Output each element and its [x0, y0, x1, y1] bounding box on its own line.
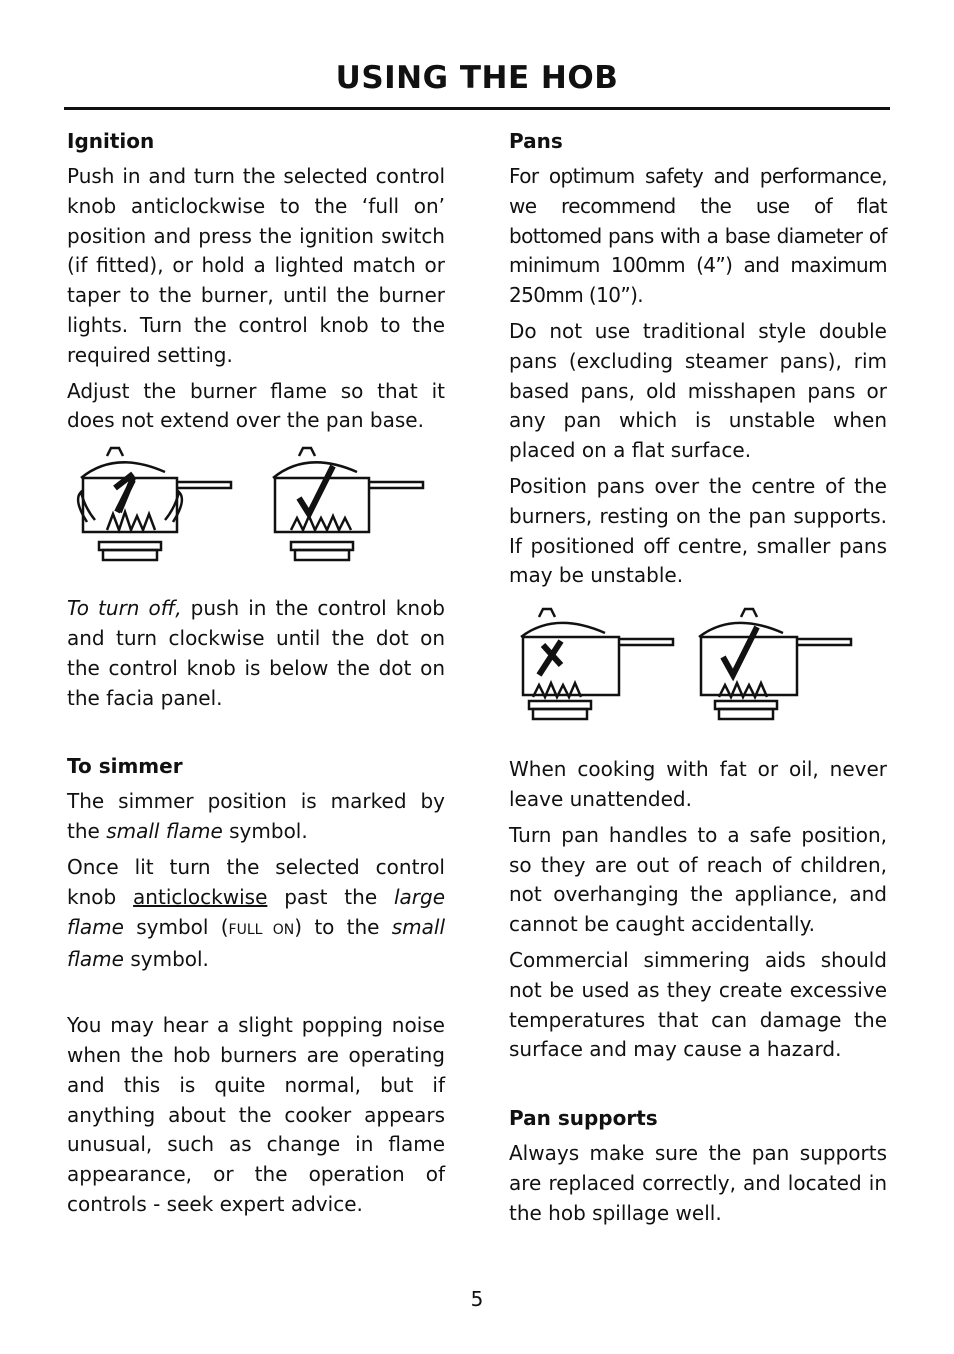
title-rule	[64, 107, 890, 110]
simmer-p2-a: Once lit turn the selected control knob	[67, 854, 445, 909]
simmer-p1-em: small flame	[106, 819, 223, 844]
ignition-paragraph-1: Push in and turn the selected control knob anticlockwise to the ‘full on’ position and press the ignition switch (if fitted), or hold a lighted match or taper to the burner, until the burner lights. Turn the control knob to the required setting.	[67, 164, 445, 367]
page-number: 5	[470, 1287, 484, 1311]
pan-supports-heading: Pan supports	[509, 1106, 658, 1131]
pans-paragraph-6: Commercial simmering aids should not be used as they create excessive temperatures that can damage the surface and may cause a hazard.	[509, 947, 887, 1062]
pans-paragraph-4: When cooking with fat or oil, never leave unattended.	[509, 757, 887, 811]
right-column	[509, 126, 887, 1235]
pans-paragraph-3: Position pans over the centre of the burners, resting on the pan supports. If positioned off centre, smaller pans may be unstable.	[509, 473, 887, 588]
turn-off-emphasis: To turn off,	[67, 596, 182, 621]
pan-centred-icon	[699, 609, 851, 719]
pans-paragraph-5: Turn pan handles to a safe position, so they are out of reach of children, not overhanging the appliance, and cannot be caught accidentally.	[509, 822, 887, 937]
simmer-p2-e: symbol.	[123, 947, 209, 972]
ignition-heading: Ignition	[67, 129, 155, 153]
pan-off-centre-icon	[521, 609, 673, 719]
simmer-p2-em1: large flame	[67, 884, 446, 939]
ignition-paragraph-2: Adjust the burner flame so that it does not extend over the pan base.	[67, 378, 445, 433]
simmer-paragraph-3: You may hear a slight popping noise when the hob burners are operating and this is quite normal, but if anything about the cooker appears unusual, such as change in flame appearance, or the operation of controls - seek expert advice.	[67, 1013, 445, 1216]
page-title: USING THE HOB	[335, 60, 619, 96]
turn-off-text: push in the control knob and turn clockwise until the dot on the control knob is below the dot on the facia panel.	[67, 596, 445, 710]
simmer-p1-a: The simmer position is marked by the	[67, 789, 445, 844]
turn-off-paragraph	[67, 594, 445, 713]
pan-too-large-flame-icon	[78, 448, 231, 560]
simmer-heading: To simmer	[67, 754, 183, 779]
left-column	[67, 126, 445, 1226]
pan-correct-flame-icon	[273, 448, 423, 560]
simmer-p2-em2: small flame	[67, 914, 446, 972]
flame-size-illustration	[67, 442, 445, 568]
pans-paragraph-1: For optimum safety and performance, we recommend the use of flat bottomed pans with a base diameter of minimum 100mm (4”) and maximum 250mm (10”).	[509, 164, 887, 308]
simmer-p2-smallcaps: FULL ON	[228, 921, 295, 938]
simmer-p1-b: symbol.	[222, 819, 308, 844]
pans-paragraph-2: Do not use traditional style double pans (excluding steamer pans), rim based pans, old misshapen pans or any pan which is unstable when placed on a flat surface.	[509, 318, 887, 463]
pan-supports-paragraph: Always make sure the pan supports are replaced correctly, and located in the hob spillage well.	[509, 1141, 887, 1225]
pans-heading: Pans	[509, 129, 563, 153]
simmer-p2-c: symbol (	[123, 914, 229, 939]
simmer-paragraph-1	[67, 787, 445, 847]
simmer-paragraph-2	[67, 853, 445, 975]
simmer-p2-b: past the	[267, 884, 394, 909]
simmer-p2-d: ) to the	[294, 914, 392, 939]
simmer-p2-underlined: anticlockwise	[133, 884, 268, 909]
pan-position-illustration	[509, 605, 887, 723]
